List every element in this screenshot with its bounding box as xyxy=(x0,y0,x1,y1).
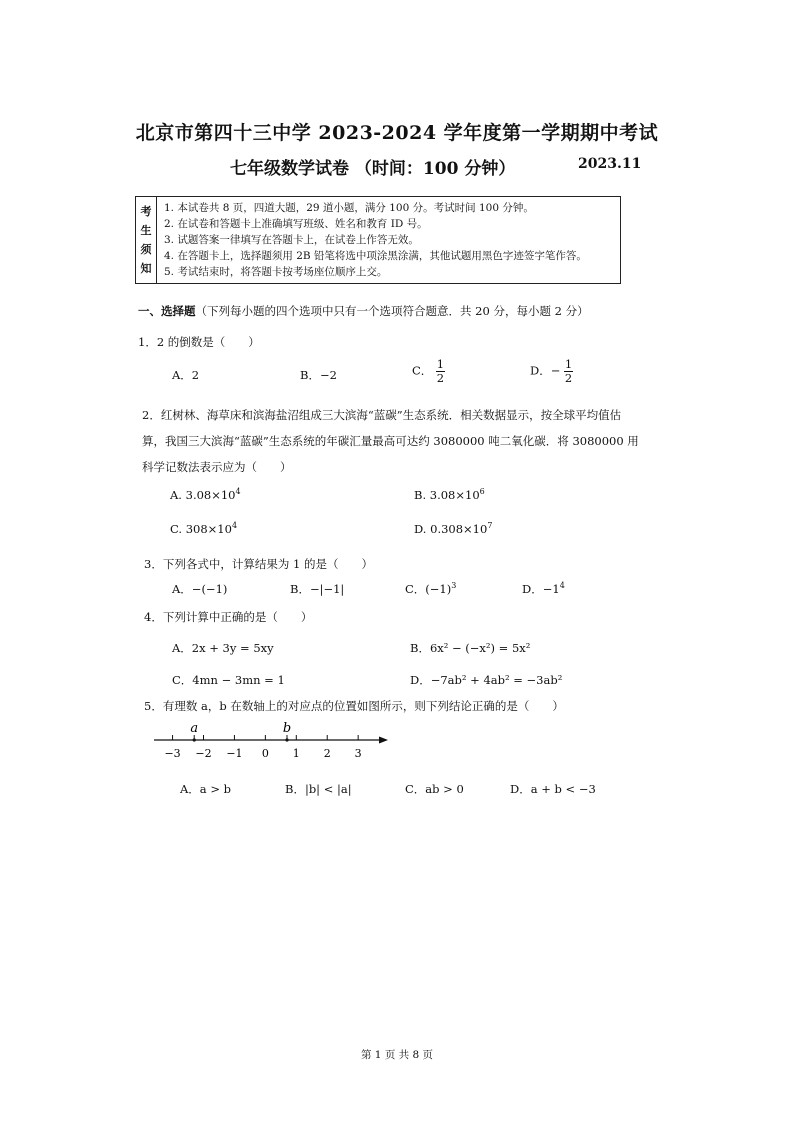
question-2-stem xyxy=(142,402,639,480)
q3-option-a: A．−(−1) xyxy=(172,582,228,596)
q4-option-d: D．−7ab² + 4ab² = −3ab² xyxy=(410,673,563,687)
number-line-tick-label: 3 xyxy=(354,747,362,760)
option-exponent: 4 xyxy=(231,521,238,530)
notice-item: 3. 试题答案一律填写在答题卡上，在试卷上作答无效。 xyxy=(164,234,419,246)
exam-title: 北京市第四十三中学 2023-2024 学年度第一学期期中考试 xyxy=(135,122,659,144)
q2-line: 科学记数法表示应为（ ） xyxy=(142,460,292,474)
q2-option-c xyxy=(170,521,237,536)
fraction-denominator: 2 xyxy=(564,371,573,385)
notice-label-char: 考 xyxy=(140,205,152,218)
q2-line: 2．红树林、海草床和滨海盐沼组成三大滨海“蓝碳”生态系统．相关数据显示，按全球平均值估 xyxy=(142,408,622,422)
q4-option-c: C．4mn − 3mn = 1 xyxy=(172,673,285,687)
option-exponent: 6 xyxy=(479,487,485,496)
q1-option-c-fraction xyxy=(436,358,445,385)
fraction-numerator: 1 xyxy=(436,357,445,371)
exam-subtitle: 七年级数学试卷 （时间：100 分钟） xyxy=(230,159,516,179)
arrow-right-icon xyxy=(379,737,388,744)
notice-items xyxy=(164,200,587,280)
option-value: 308×10 xyxy=(185,521,232,536)
q3-option-d xyxy=(522,581,565,597)
number-line-tick-label: −3 xyxy=(164,747,181,760)
question-4-stem: 4．下列计算中正确的是（ ） xyxy=(144,610,313,624)
section-instruction: （下列每小题的四个选项中只有一个选项符合题意．共 20 分，每小题 2 分） xyxy=(195,304,589,318)
notice-label-char: 须 xyxy=(140,243,152,256)
option-value: C．(−1) xyxy=(405,582,452,596)
q1-option-d-label: D．− xyxy=(530,363,561,378)
number-line-tick-label: 1 xyxy=(292,747,300,760)
q2-option-d xyxy=(414,521,492,536)
question-5-stem: 5．有理数 a，b 在数轴上的对应点的位置如图所示，则下列结论正确的是（ ） xyxy=(144,699,564,713)
question-1-stem: 1．2 的倒数是（ ） xyxy=(138,335,260,349)
section-heading xyxy=(138,303,589,319)
q5-option-a: A．a > b xyxy=(180,782,231,796)
number-line-point-label: b xyxy=(282,721,292,736)
exam-date: 2023.11 xyxy=(578,156,642,172)
q3-option-b: B．−|−1| xyxy=(290,582,345,596)
q1-option-b: B．−2 xyxy=(300,368,337,382)
number-line-tick-label: 2 xyxy=(323,747,331,760)
number-line-tick-label: 0 xyxy=(261,747,269,760)
option-exponent: 3 xyxy=(451,581,457,591)
fraction-numerator: 1 xyxy=(564,357,573,371)
option-exponent: 4 xyxy=(235,487,241,496)
page-number: 第 1 页 共 8 页 xyxy=(360,1049,434,1061)
number-line xyxy=(148,718,398,768)
number-line-tick-label: −1 xyxy=(226,747,243,760)
notice-label-char: 生 xyxy=(140,224,152,237)
q2-option-b xyxy=(414,487,485,502)
q1-option-c xyxy=(412,358,445,385)
q3-option-c xyxy=(405,581,456,597)
section-title: 一、选择题 xyxy=(138,304,196,318)
q1-option-c-label: C． xyxy=(412,363,433,378)
q5-option-c: C．ab > 0 xyxy=(405,782,464,796)
q2-option-a xyxy=(170,487,241,502)
number-line-point-label: a xyxy=(190,721,199,736)
number-line-tick-label: −2 xyxy=(195,747,212,760)
option-exponent: 4 xyxy=(559,581,565,591)
option-value: 3.08×10 xyxy=(185,487,236,502)
option-exponent: 7 xyxy=(487,521,493,530)
notice-item: 4. 在答题卡上，选择题须用 2B 铅笔将选中项涂黑涂满，其他试题用黑色字迹签字笔作答。 xyxy=(164,250,587,262)
q1-option-a: A．2 xyxy=(172,368,200,382)
question-3-stem: 3．下列各式中，计算结果为 1 的是（ ） xyxy=(144,557,373,571)
notice-item: 1. 本试卷共 8 页，四道大题，29 道小题，满分 100 分。考试时间 100 分钟。 xyxy=(164,202,534,214)
notice-label-char: 知 xyxy=(140,262,152,275)
q2-line: 算，我国三大滨海“蓝碳”生态系统的年碳汇量最高可达约 3080000 吨二氧化碳．将 3080000 用 xyxy=(142,434,639,448)
notice-item: 5. 考试结束时，将答题卡按考场座位顺序上交。 xyxy=(164,266,388,278)
notice-item: 2. 在试卷和答题卡上准确填写班级、姓名和教育 ID 号。 xyxy=(164,218,428,230)
q5-option-b: B．|b| < |a| xyxy=(285,782,352,796)
option-value: D．−1 xyxy=(522,582,560,596)
fraction-denominator: 2 xyxy=(436,371,445,385)
option-label: A. xyxy=(170,487,182,502)
q1-option-d-fraction xyxy=(564,358,573,385)
option-value: 0.308×10 xyxy=(430,521,488,536)
notice-box xyxy=(135,196,621,284)
option-value: 3.08×10 xyxy=(429,487,480,502)
notice-label xyxy=(136,197,157,283)
q1-option-d xyxy=(530,358,573,385)
option-label: C. xyxy=(170,521,183,536)
q4-option-b: B．6x² − (−x²) = 5x² xyxy=(410,641,531,655)
option-label: B. xyxy=(414,487,427,502)
option-label: D. xyxy=(414,521,427,536)
q4-option-a: A．2x + 3y = 5xy xyxy=(172,641,274,655)
q5-option-d: D．a + b < −3 xyxy=(510,782,596,796)
